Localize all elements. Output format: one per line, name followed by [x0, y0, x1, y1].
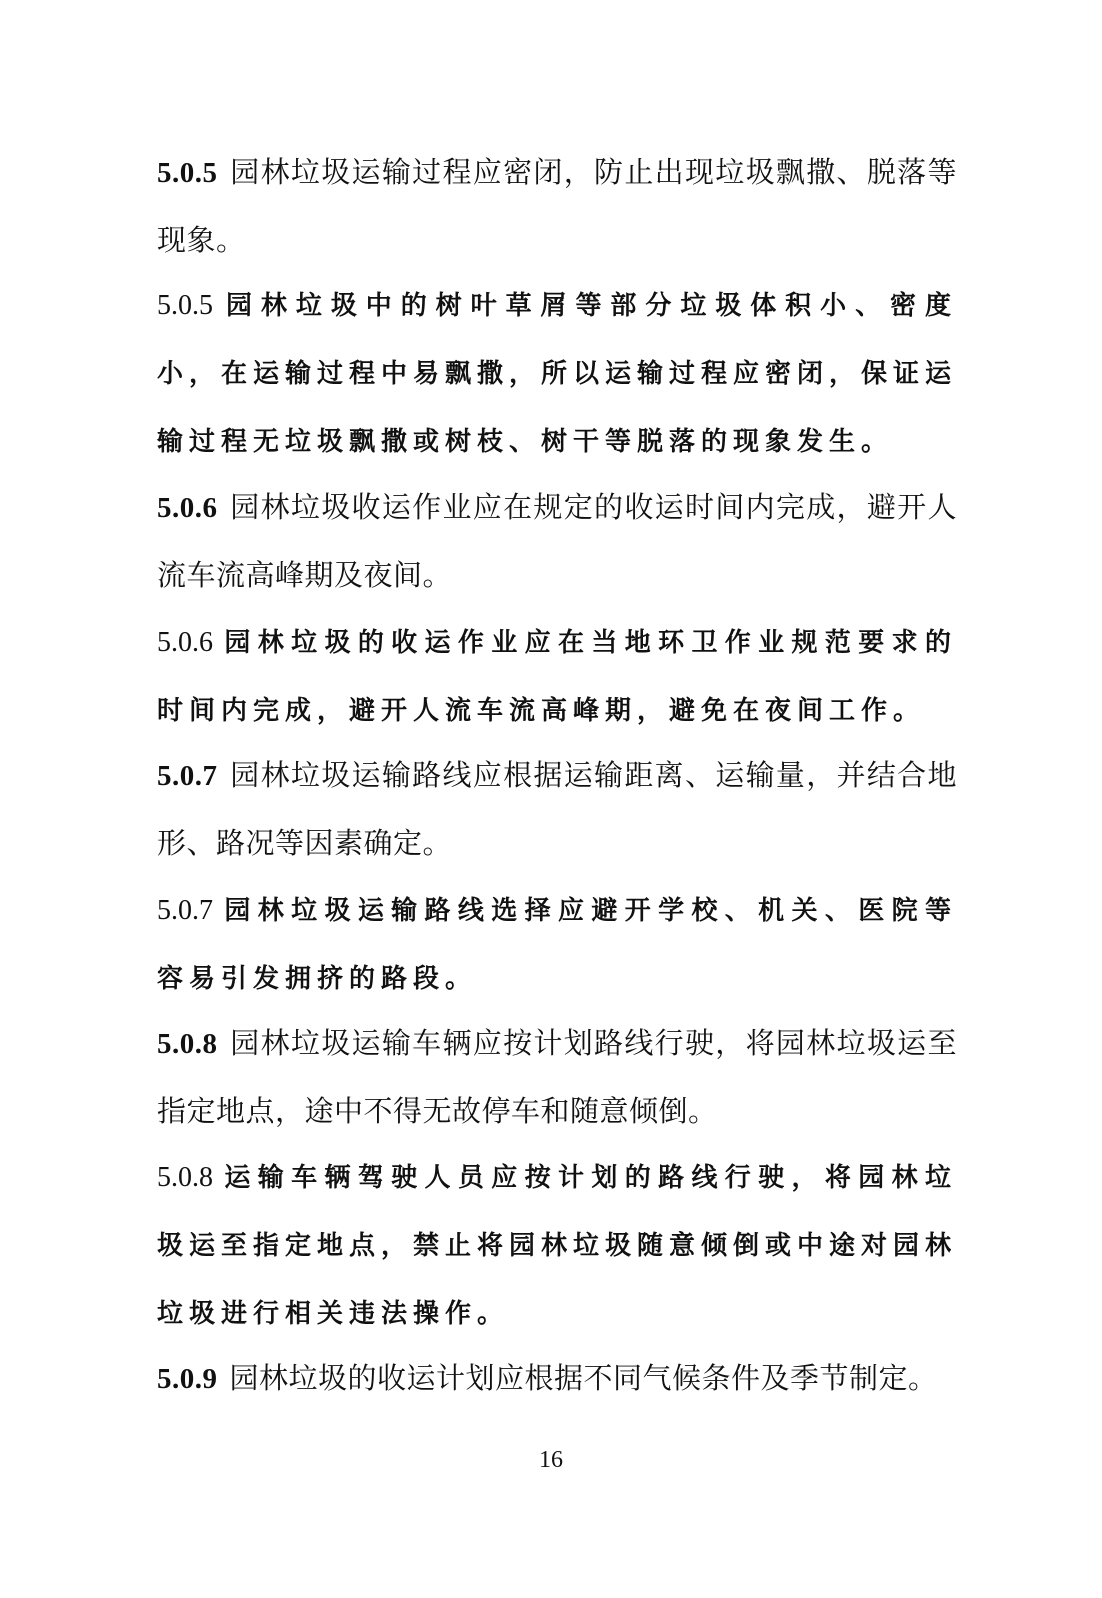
clause-text: 园林垃圾运输车辆应按计划路线行驶，将园林垃圾运至指定地点，途中不得无故停车和随意倾倒。 [157, 1026, 957, 1128]
clause-number: 5.0.6 [157, 492, 218, 524]
explanation-text: 园林垃圾的收运作业应在当地环卫作业规范要求的时间内完成，避开人流车流高峰期，避免在夜间工作。 [157, 628, 957, 726]
explanation-number: 5.0.6 [157, 627, 213, 658]
clause-number: 5.0.5 [157, 157, 218, 189]
explanation-text: 运输车辆驾驶人员应按计划的路线行驶，将园林垃圾运至指定地点，禁止将园林垃圾随意倾倒或中途对园林垃圾进行相关违法操作。 [157, 1163, 958, 1329]
explanation-text: 园林垃圾运输路线选择应避开学校、机关、医院等容易引发拥挤的路段。 [157, 896, 957, 994]
explanation-5-0-8 [157, 1144, 957, 1348]
explanation-5-0-6 [157, 609, 957, 745]
clause-text: 园林垃圾的收运计划应根据不同气候条件及季节制定。 [229, 1361, 938, 1395]
clause-number: 5.0.8 [157, 1028, 218, 1060]
explanation-number: 5.0.7 [157, 895, 213, 926]
clause-5-0-7 [157, 742, 957, 877]
clause-number: 5.0.9 [157, 1363, 218, 1395]
explanation-number: 5.0.8 [157, 1162, 213, 1193]
clause-number: 5.0.7 [157, 760, 218, 792]
clause-text: 园林垃圾运输过程应密闭，防止出现垃圾飘撒、脱落等现象。 [157, 155, 957, 257]
explanation-number: 5.0.5 [157, 290, 213, 321]
clause-5-0-9 [157, 1345, 957, 1413]
clause-text: 园林垃圾收运作业应在规定的收运时间内完成，避开人流车流高峰期及夜间。 [157, 490, 957, 592]
explanation-5-0-5 [157, 272, 957, 476]
clause-5-0-6 [157, 474, 957, 609]
explanation-text: 园林垃圾中的树叶草屑等部分垃圾体积小、密度小，在运输过程中易飘撒，所以运输过程应密闭，保证运输过程无垃圾飘撒或树枝、树干等脱落的现象发生。 [157, 291, 958, 457]
page-number: 16 [539, 1447, 563, 1473]
clause-5-0-5 [157, 139, 957, 274]
clause-5-0-8 [157, 1010, 957, 1145]
clause-text: 园林垃圾运输路线应根据运输距离、运输量，并结合地形、路况等因素确定。 [157, 758, 957, 860]
explanation-5-0-7 [157, 877, 957, 1013]
